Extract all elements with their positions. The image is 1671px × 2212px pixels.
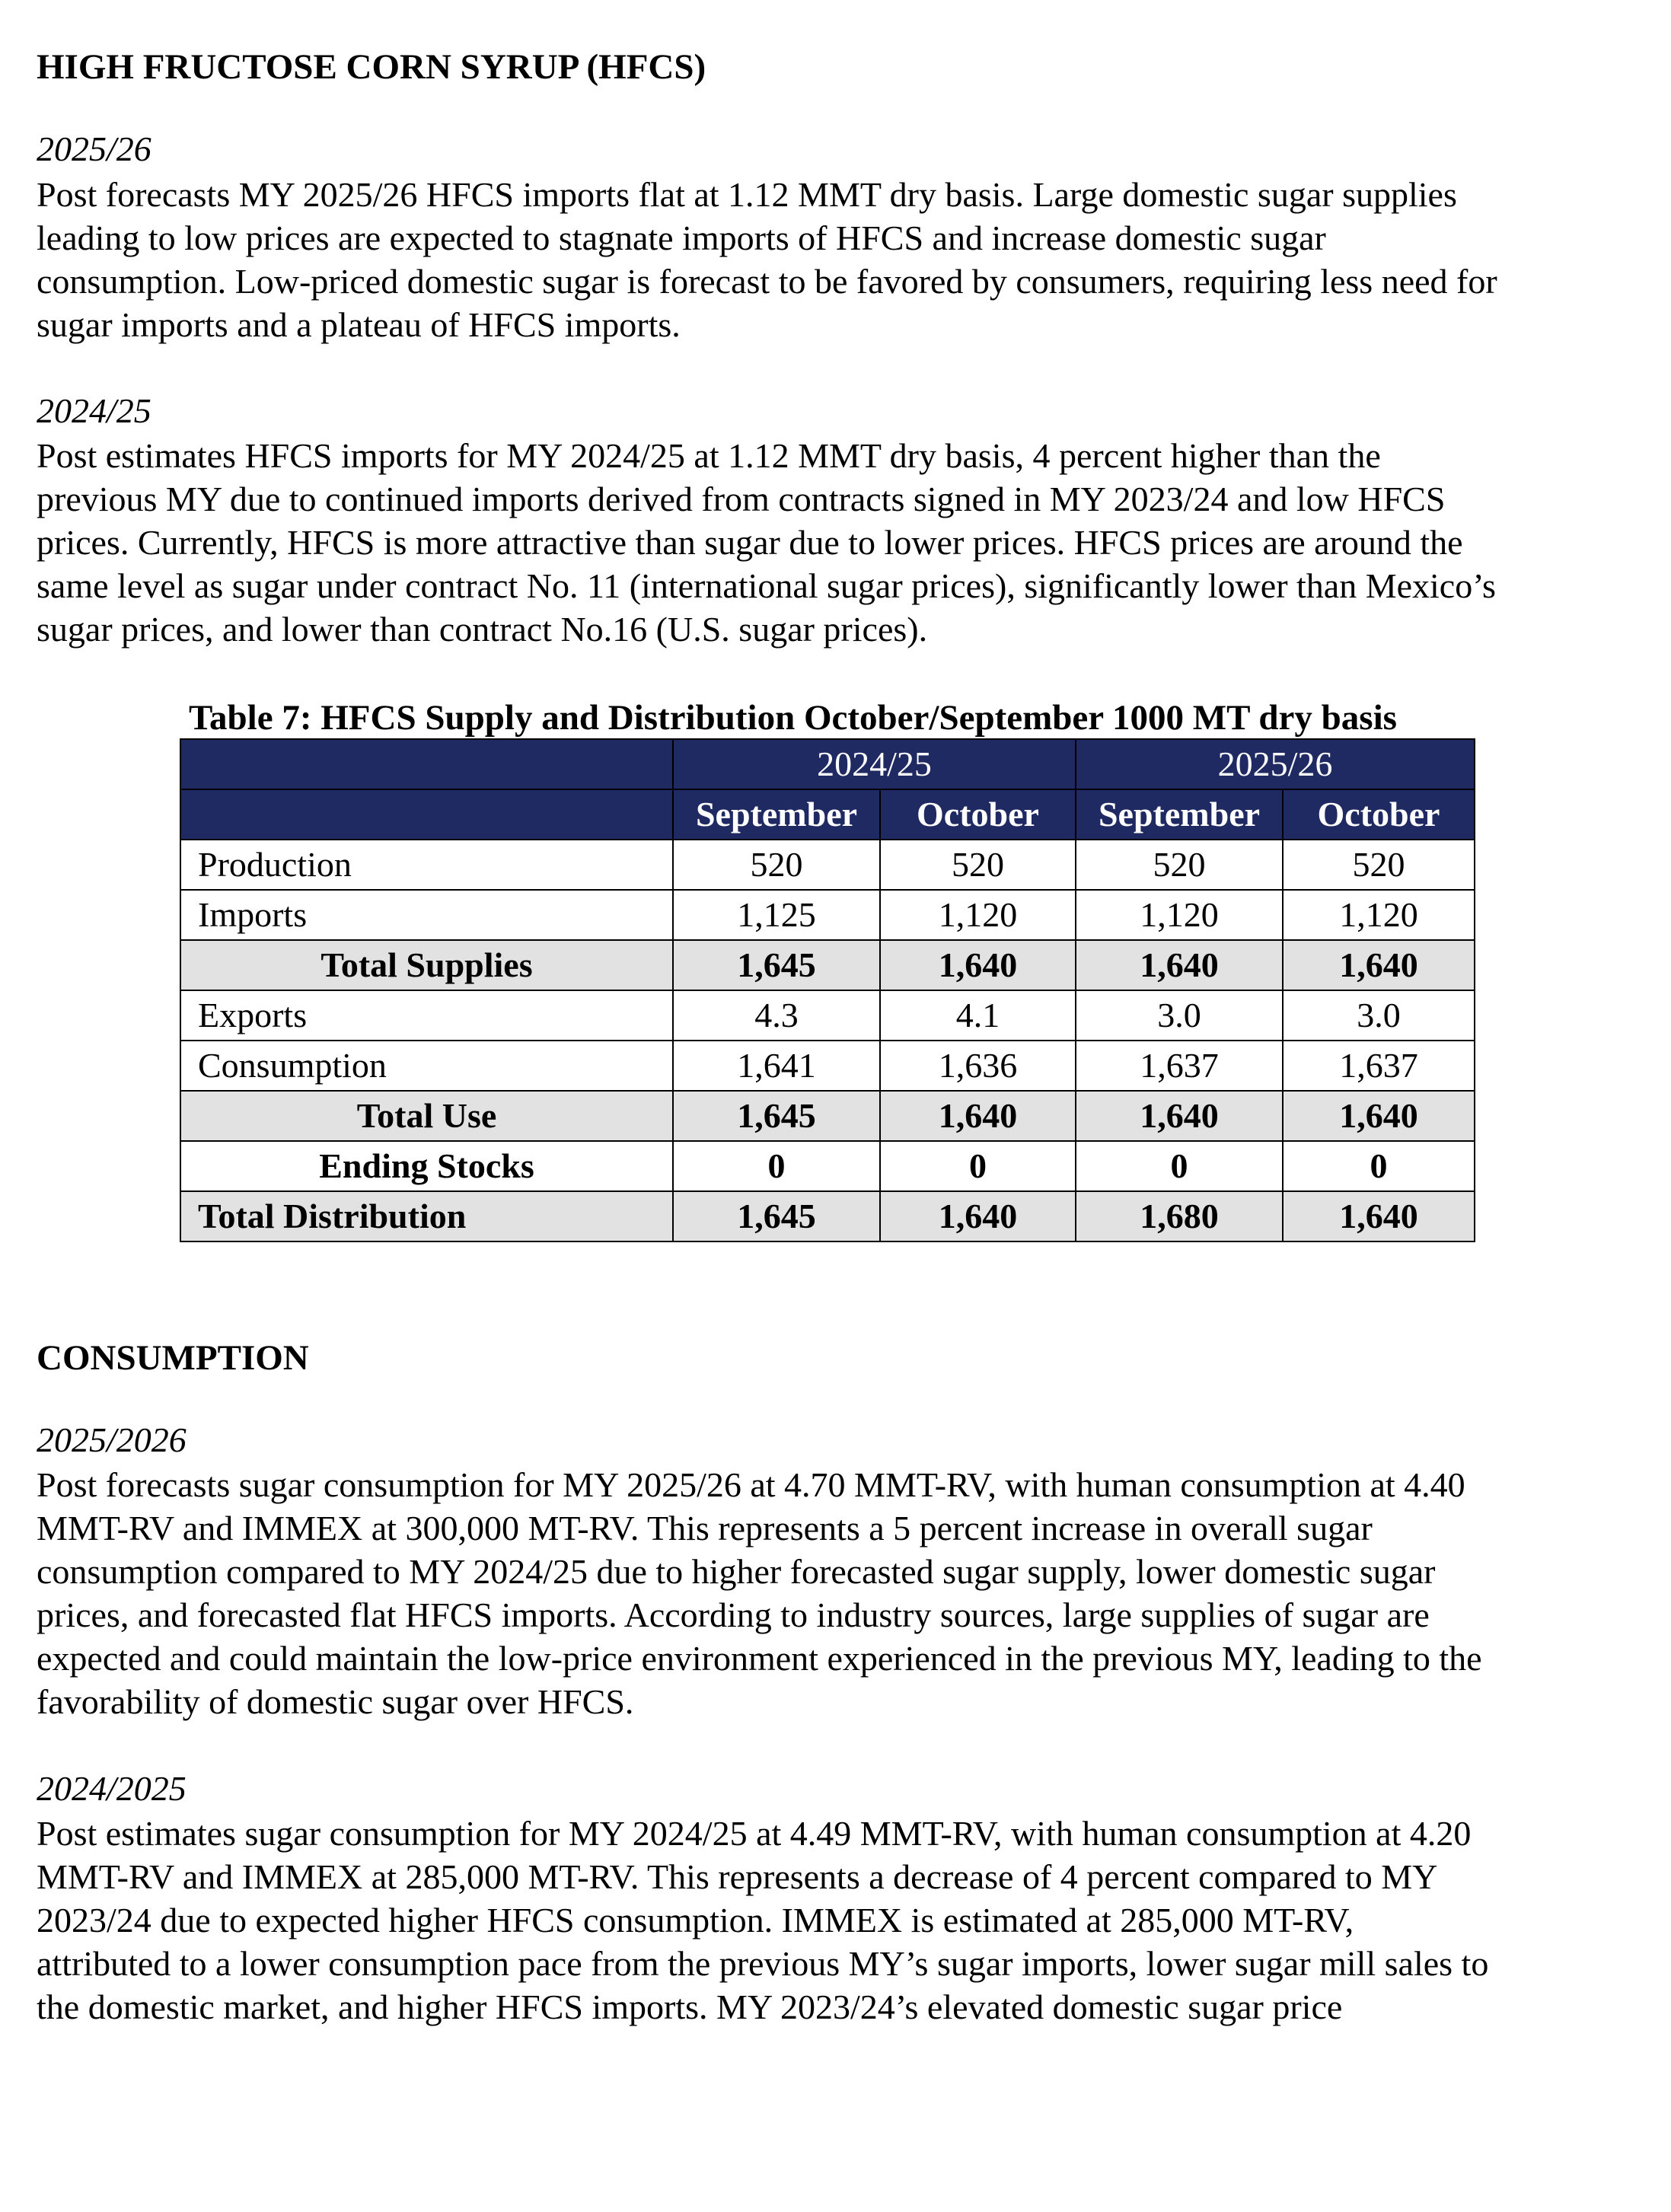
table-cell: 520 [880,840,1076,890]
table-cell: 1,640 [880,940,1076,990]
paragraph-line: previous MY due to continued imports derived from contracts signed in MY 2023/24 and low HFCS [37,480,1446,518]
paragraph-consumption-forecast [37,1463,1643,1723]
table-cell: 4.3 [673,990,880,1041]
row-label: Total Use [180,1091,673,1141]
table-row-total-distribution [180,1191,1475,1241]
table-cell: 520 [1076,840,1283,890]
table-cell: 1,640 [1283,1091,1475,1141]
table-row-total-supplies [180,940,1475,990]
subheading-year-2025-26: 2025/26 [37,129,151,168]
table-cell: 3.0 [1076,990,1283,1041]
table-cell: 1,120 [1283,890,1475,940]
table-cell: 3.0 [1283,990,1475,1041]
row-label: Production [180,840,673,890]
table-cell: 1,636 [880,1041,1076,1091]
table-cell: 520 [1283,840,1475,890]
table-header-blank [180,739,673,789]
table-cell: 1,680 [1076,1191,1283,1241]
table-cell: 1,640 [880,1091,1076,1141]
paragraph-line: Post forecasts sugar consumption for MY 2025/26 at 4.70 MMT-RV, with human consumption at 4.40 [37,1465,1465,1504]
table-header-row-years [180,739,1475,789]
paragraph-line: Post estimates HFCS imports for MY 2024/25 at 1.12 MMT dry basis, 4 percent higher than the [37,436,1381,475]
paragraph-line: MMT-RV and IMMEX at 300,000 MT-RV. This represents a 5 percent increase in overall sugar [37,1509,1373,1547]
paragraph-line: sugar prices, and lower than contract No.16 (U.S. sugar prices). [37,610,928,649]
table-row-ending-stocks [180,1141,1475,1191]
table-cell: 1,640 [1076,940,1283,990]
table-cell: 1,640 [1076,1091,1283,1141]
row-label: Ending Stocks [180,1141,673,1191]
table-cell: 1,120 [1076,890,1283,940]
table-cell: 1,640 [880,1191,1076,1241]
paragraph-line: expected and could maintain the low-price environment experienced in the previous MY, leading to the [37,1639,1482,1678]
table-header-blank [180,789,673,840]
section-heading-consumption: CONSUMPTION [37,1338,309,1378]
table-cell: 0 [1076,1141,1283,1191]
table-cell: 1,637 [1076,1041,1283,1091]
paragraph-line: same level as sugar under contract No. 11 (international sugar prices), significantly lower than Mexico’s [37,566,1496,605]
row-label: Consumption [180,1041,673,1091]
paragraph-line: Post forecasts MY 2025/26 HFCS imports flat at 1.12 MMT dry basis. Large domestic sugar supplies [37,175,1457,214]
table-cell: 520 [673,840,880,890]
table-header-month: October [880,789,1076,840]
paragraph-line: consumption compared to MY 2024/25 due to higher forecasted sugar supply, lower domestic sugar [37,1552,1436,1591]
table-row [180,1041,1475,1091]
paragraph-line: consumption. Low-priced domestic sugar is forecast to be favored by consumers, requiring less need for [37,262,1497,301]
table-cell: 1,640 [1283,940,1475,990]
table-row [180,840,1475,890]
table-row [180,990,1475,1041]
table-header-month: October [1283,789,1475,840]
table-header-month: September [1076,789,1283,840]
table-cell: 1,637 [1283,1041,1475,1091]
table-header-row-months [180,789,1475,840]
row-label: Total Supplies [180,940,673,990]
paragraph-line: leading to low prices are expected to stagnate imports of HFCS and increase domestic sugar [37,218,1326,257]
paragraph-line: MMT-RV and IMMEX at 285,000 MT-RV. This represents a decrease of 4 percent compared to MY [37,1857,1438,1896]
row-label: Total Distribution [180,1191,673,1241]
row-label: Exports [180,990,673,1041]
table-cell: 0 [1283,1141,1475,1191]
subheading-year-2025-2026: 2025/2026 [37,1420,187,1459]
table-cell: 1,645 [673,940,880,990]
paragraph-line: Post estimates sugar consumption for MY 2024/25 at 4.49 MMT-RV, with human consumption at 4.20 [37,1814,1472,1853]
table-cell: 1,120 [880,890,1076,940]
table-cell: 1,125 [673,890,880,940]
section-heading-hfcs: HIGH FRUCTOSE CORN SYRUP (HFCS) [37,47,706,87]
table-header-year: 2024/25 [673,739,1076,789]
table-cell: 0 [880,1141,1076,1191]
table-cell: 1,645 [673,1091,880,1141]
paragraph-line: the domestic market, and higher HFCS imports. MY 2023/24’s elevated domestic sugar price [37,1987,1343,2026]
paragraph-consumption-estimate [37,1812,1643,2029]
table-header-year: 2025/26 [1076,739,1475,789]
row-label: Imports [180,890,673,940]
table-cell: 1,641 [673,1041,880,1091]
paragraph-hfcs-estimate [37,434,1643,651]
subheading-year-2024-2025: 2024/2025 [37,1769,187,1808]
table-cell: 4.1 [880,990,1076,1041]
paragraph-line: sugar imports and a plateau of HFCS imports. [37,305,681,344]
paragraph-line: attributed to a lower consumption pace from the previous MY’s sugar imports, lower sugar mill sales to [37,1944,1489,1983]
table-row [180,890,1475,940]
paragraph-line: prices. Currently, HFCS is more attractive than sugar due to lower prices. HFCS prices are around the [37,523,1463,562]
paragraph-hfcs-forecast [37,173,1643,346]
subheading-year-2024-25: 2024/25 [37,391,151,430]
paragraph-line: prices, and forecasted flat HFCS imports. According to industry sources, large supplies of sugar are [37,1595,1430,1634]
paragraph-line: 2023/24 due to expected higher HFCS consumption. IMMEX is estimated at 285,000 MT-RV, [37,1901,1354,1939]
table-cell: 1,645 [673,1191,880,1241]
table-row-total-use [180,1091,1475,1141]
table-cell: 0 [673,1141,880,1191]
hfcs-supply-distribution-table [180,738,1475,1242]
table-caption: Table 7: HFCS Supply and Distribution October/September 1000 MT dry basis [189,698,1397,738]
table-cell: 1,640 [1283,1191,1475,1241]
table-header-month: September [673,789,880,840]
paragraph-line: favorability of domestic sugar over HFCS. [37,1682,634,1721]
